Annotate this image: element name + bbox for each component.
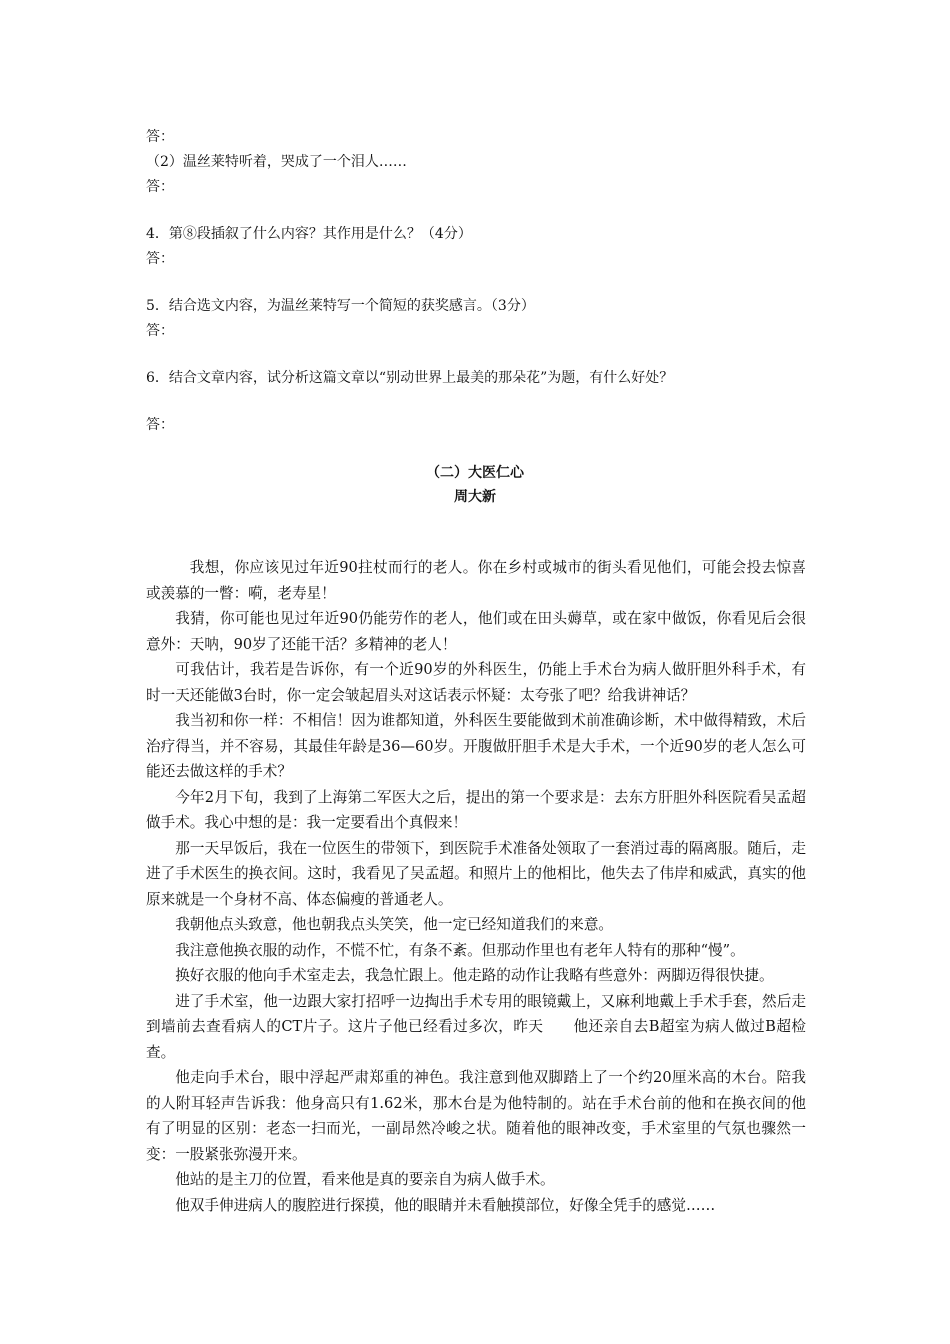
- article-title: （二）大医仁心: [426, 465, 524, 481]
- answer-label-2: 答：: [146, 179, 174, 195]
- answer-label-6: 答：: [146, 417, 174, 433]
- article-paragraph: 进了手术室，他一边跟大家打招呼一边掏出手术专用的眼镜戴上，又麻利地戴上手术手套，然后走到墙前去查看病人的CT片子。这片子他已经看过多次，昨天 他还亲自去B超室为病人做过B超检查。: [146, 992, 806, 1061]
- article-paragraph: 他走向手术台，眼中浮起严肃郑重的神色。我注意到他双脚踏上了一个约20厘米高的木台。陪我的人附耳轻声告诉我：他身高只有1.62米，那木台是为他特制的。站在手术台前的他和在换衣间的他有了明显的区别：老态一扫而光，一副昂然冷峻之状。随着他的眼神改变，手术室里的气氛也骤然一变：一股紧张弥漫开来。: [146, 1069, 806, 1163]
- article-paragraph: 换好衣服的他向手术室走去，我急忙跟上。他走路的动作让我略有些意外：两脚迈得很快捷。: [175, 967, 774, 984]
- article-author: 周大新: [454, 489, 496, 505]
- question-2-prompt: （2）温丝莱特听着，哭成了一个泪人……: [146, 154, 407, 170]
- article-paragraph: 可我估计，我若是告诉你，有一个近90岁的外科医生，仍能上手术台为病人做肝胆外科手术，有时一天还能做3台时，你一定会皱起眉头对这话表示怀疑：太夸张了吧？给我讲神话？: [146, 661, 806, 704]
- article-paragraph: 他站的是主刀的位置，看来他是真的要亲自为病人做手术。: [175, 1171, 555, 1188]
- answer-label-1: 答：: [146, 129, 174, 145]
- article-paragraph: 我朝他点头致意，他也朝我点头笑笑，他一定已经知道我们的来意。: [175, 916, 614, 933]
- question-6: 6．结合文章内容，试分析这篇文章以“别动世界上最美的那朵花”为题，有什么好处？: [146, 370, 674, 386]
- article-paragraph: 我想，你应该见过年近90拄杖而行的老人。你在乡村或城市的街头看见他们，可能会投去惊喜或羡慕的一瞥：嗬，老寿星！: [146, 559, 806, 602]
- article-paragraph: 那一天早饭后，我在一位医生的带领下，到医院手术准备处领取了一套消过毒的隔离服。随后，走进了手术医生的换衣间。这时，我看见了吴孟超。和照片上的他相比，他失去了伟岸和威武，真实的他原来就是一个身材不高、体态偏瘦的普通老人。: [146, 839, 806, 908]
- question-4: 4．第⑧段插叙了什么内容？其作用是什么？（4分）: [146, 226, 472, 242]
- question-5: 5．结合选文内容，为温丝莱特写一个简短的获奖感言。（3分）: [146, 298, 535, 314]
- article-paragraph: 我猜，你可能也见过年近90仍能劳作的老人，他们或在田头薅草，或在家中做饭，你看见后会很意外：天呐，90岁了还能干活？多精神的老人！: [146, 610, 806, 653]
- article-paragraph: 我注意他换衣服的动作，不慌不忙，有条不紊。但那动作里也有老年人特有的那种“慢”。: [175, 941, 745, 959]
- article-body: [146, 555, 806, 1218]
- answer-label-5: 答：: [146, 323, 174, 339]
- article-paragraph: 他双手伸进病人的腹腔进行探摸，他的眼睛并未看触摸部位，好像全凭手的感觉……: [175, 1196, 716, 1214]
- article-paragraph: 今年2月下旬，我到了上海第二军医大之后，提出的第一个要求是：去东方肝胆外科医院看吴孟超做手术。我心中想的是：我一定要看出个真假来！: [146, 788, 806, 831]
- answer-label-4: 答：: [146, 251, 174, 267]
- article-paragraph: 我当初和你一样：不相信！因为谁都知道，外科医生要能做到术前准确诊断，术中做得精致，术后治疗得当，并不容易，其最佳年龄是36—60岁。开腹做肝胆手术是大手术，一个近90岁的老人怎么可能还去做这样的手术？: [146, 712, 806, 780]
